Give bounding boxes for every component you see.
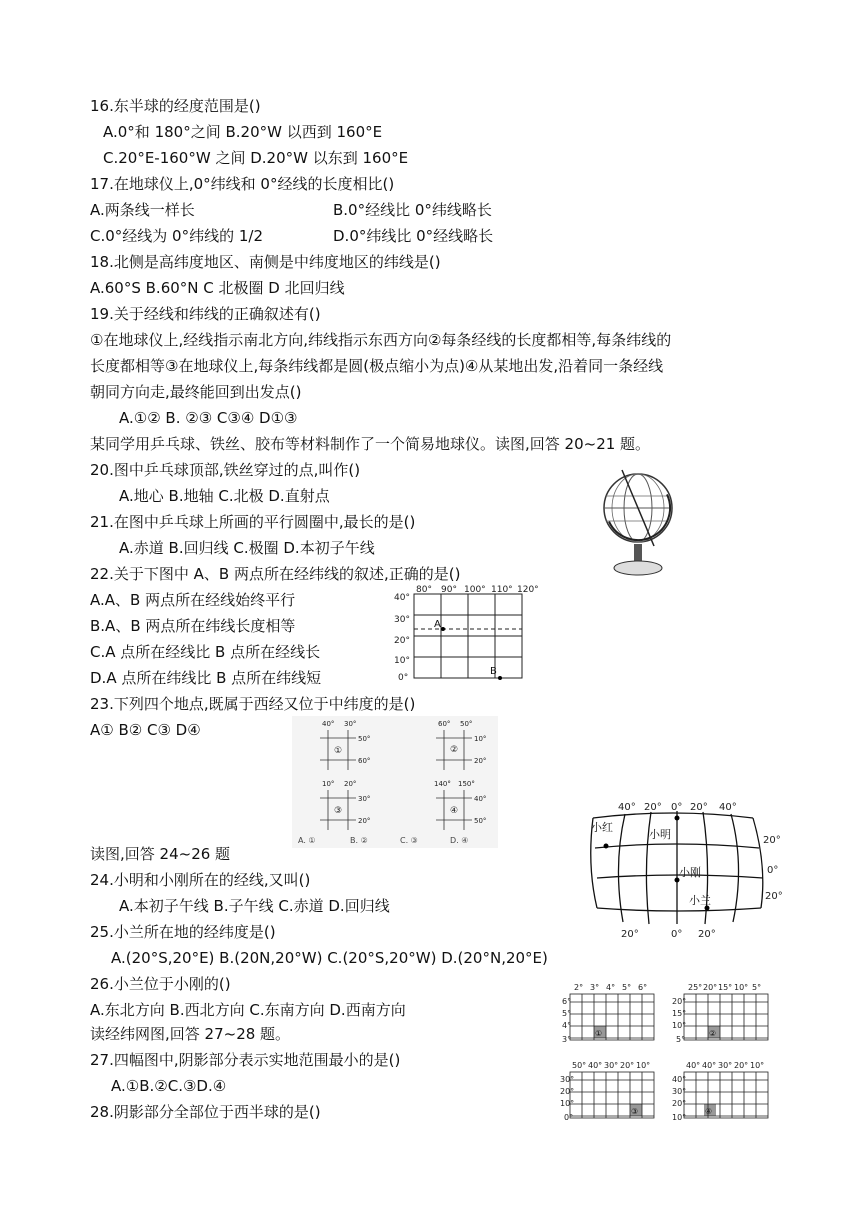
q23-fig-opt-d: D. ④ [450,836,469,845]
q23-g3-mark: ③ [334,806,343,816]
q22-left-label-0: 0° [398,673,409,682]
q27-g4-left-1: 30° [672,1087,687,1096]
q27-g1-top-1: 3° [590,983,600,992]
q24-bottom-20e: 20° [698,929,716,940]
q27-g3-left-2: 10° [560,1099,575,1108]
q20-options: A.地心 B.地轴 C.北极 D.直射点 [119,487,330,505]
q17-option-c: C.0°经线为 0°纬线的 1/2 [90,227,264,245]
q18-stem: 18.北侧是高纬度地区、南侧是中纬度地区的纬线是() [90,253,441,271]
q19-stem: 19.关于经线和纬线的正确叙述有() [90,305,321,323]
q23-g2-top1: 60° [438,720,451,728]
q27-g1-left-0: 6° [562,997,572,1006]
q27-g4-left-0: 40° [672,1075,687,1084]
q23-g2-mark: ② [450,745,459,755]
q25-stem: 25.小兰所在地的经纬度是() [90,923,276,941]
q23-stem: 23.下列四个地点,既属于西经又位于中纬度的是() [90,695,416,713]
q27-g2-top-0: 25° [688,983,703,992]
q27-g1-mark: ① [595,1029,603,1038]
q24-right-0: 0° [767,865,779,876]
q19-options: A.①② B. ②③ C③④ D①③ [119,409,298,427]
q27-g1-left-2: 4° [562,1021,572,1030]
q24-map-figure [583,796,783,940]
q21-options: A.赤道 B.回归线 C.极圈 D.本初子午线 [119,539,375,557]
q17-option-d: D.0°纬线比 0°经线略长 [333,227,494,245]
q16-options-cd: C.20°E-160°W 之间 D.20°W 以东到 160°E [103,149,409,167]
q27-g3-top-1: 40° [588,1061,603,1070]
q17-option-b: B.0°经线比 0°纬线略长 [333,201,492,219]
q23-g2-right2: 20° [474,757,487,765]
q22-left-label-10: 10° [394,656,410,666]
q24-top-40w: 40° [618,802,636,813]
q23-g3-right2: 20° [358,817,371,825]
q22-top-label-110: 110° [491,585,513,595]
q19-line-3: 朝同方向走,最终能回到出发点() [90,383,302,401]
q27-g1-top-4: 6° [638,983,648,992]
q27-g4-top-3: 20° [734,1061,749,1070]
q24-label-xiaoming: 小明 [649,828,671,841]
q23-g3-right1: 30° [358,795,371,803]
q27-g2-left-1: 15° [672,1009,687,1018]
q22-top-label-90: 90° [441,585,457,595]
q27-g2-top-3: 10° [734,983,749,992]
q27-g2-left-2: 10° [672,1021,687,1030]
q24-label-xiaohong: 小红 [591,821,613,834]
q24-point-xiaoming [675,816,680,821]
q23-grids-figure [292,716,498,848]
q27-g3-left-1: 20° [560,1087,575,1096]
q23-g2-right1: 10° [474,735,487,743]
q16-options-ab: A.0°和 180°之间 B.20°W 以西到 160°E [103,123,383,141]
q23-g3-top2: 20° [344,780,357,788]
q17-stem: 17.在地球仪上,0°纬线和 0°经线的长度相比() [90,175,395,193]
intro-20-21: 某同学用乒乓球、铁丝、胶布等材料制作了一个简易地球仪。读图,回答 20~21 题。 [90,435,651,453]
q24-right-20n: 20° [763,835,781,846]
q22-left-label-30: 30° [394,615,410,625]
q23-g1-top2: 30° [344,720,357,728]
q24-bottom-20w: 20° [621,929,639,940]
q23-g4-top2: 150° [458,780,475,788]
q28-stem: 28.阴影部分全部位于西半球的是() [90,1103,321,1121]
q22-top-label-100: 100° [464,585,486,595]
q24-top-20w: 20° [644,802,662,813]
q24-top-20e: 20° [690,802,708,813]
globe-figure [596,466,680,580]
q26-options: A.东北方向 B.西北方向 C.东南方向 D.西南方向 [90,1001,406,1019]
q27-g2-top-1: 20° [703,983,718,992]
q27-g4-mark: ④ [705,1107,713,1116]
q17-option-a: A.两条线一样长 [90,201,195,219]
q27-g1-top-3: 5° [622,983,632,992]
q27-g1-top-0: 2° [574,983,584,992]
q27-g2-top-4: 5° [752,983,762,992]
q27-g3-top-3: 20° [620,1061,635,1070]
q23-g4-mark: ④ [450,806,459,816]
q27-g1-left-3: 3° [562,1035,572,1044]
q27-grids-figure [560,980,770,1126]
q23-g1-top1: 40° [322,720,335,728]
q27-g3-mark: ③ [631,1107,639,1116]
q27-stem: 27.四幅图中,阴影部分表示实地范围最小的是() [90,1051,401,1069]
q23-g1-mark: ① [334,746,343,756]
q24-point-xiaohong [604,844,609,849]
q23-g1-right1: 50° [358,735,371,743]
q16-stem: 16.东半球的经度范围是() [90,97,261,115]
q27-g4-top-1: 40° [702,1061,717,1070]
q24-top-0: 0° [671,802,683,813]
q22-left-label-40: 40° [394,593,410,603]
intro-24-26: 读图,回答 24~26 题 [90,845,231,863]
q21-stem: 21.在图中乒乓球上所画的平行圆圈中,最长的是() [90,513,416,531]
q24-label-xiaogang: 小刚 [679,866,701,879]
q24-right-20s: 20° [765,891,783,902]
q19-line-1: ①在地球仪上,经线指示南北方向,纬线指示东西方向②每条经线的长度都相等,每条纬线的 [90,331,672,349]
q24-options: A.本初子午线 B.子午线 C.赤道 D.回归线 [119,897,390,915]
q27-g4-left-3: 10° [672,1113,687,1122]
q27-g3-left-3: 0° [564,1113,574,1122]
q23-fig-opt-b: B. ② [350,836,368,845]
q23-fig-opt-a: A. ① [298,836,316,845]
q27-g1-top-2: 4° [606,983,616,992]
q23-fig-opt-c: C. ③ [400,836,418,845]
intro-27-28: 读经纬网图,回答 27~28 题。 [90,1025,291,1043]
q22-left-label-20: 20° [394,636,410,646]
q26-stem: 26.小兰位于小刚的() [90,975,231,993]
q23-g1-right2: 60° [358,757,371,765]
q27-g1-left-1: 5° [562,1009,572,1018]
q27-g4-top-2: 30° [718,1061,733,1070]
q22-option-d: D.A 点所在纬线比 B 点所在纬线短 [90,669,322,687]
q23-g4-top1: 140° [434,780,451,788]
q27-g3-top-0: 50° [572,1061,587,1070]
q22-option-b: B.A、B 两点所在纬线长度相等 [90,617,296,635]
q27-g4-top-4: 10° [750,1061,765,1070]
q27-g4-left-2: 20° [672,1099,687,1108]
q18-options: A.60°S B.60°N C 北极圈 D 北回归线 [90,279,345,297]
q22-top-label-80: 80° [416,585,432,595]
q22-stem: 22.关于下图中 A、B 两点所在经纬线的叙述,正确的是() [90,565,461,583]
q24-top-40e: 40° [719,802,737,813]
q22-grid-figure [392,582,550,682]
q22-point-b [498,676,502,680]
q22-point-b-label: B [490,666,497,677]
q27-g2-mark: ② [709,1029,717,1038]
q24-stem: 24.小明和小刚所在的经线,又叫() [90,871,311,889]
q27-g3-top-2: 30° [604,1061,619,1070]
q19-line-2: 长度都相等③在地球仪上,每条纬线都是圆(极点缩小为点)④从某地出发,沿着同一条经线 [90,357,664,375]
q27-g2-left-0: 20° [672,997,687,1006]
q23-g4-right1: 40° [474,795,487,803]
q23-g4-right2: 50° [474,817,487,825]
q24-bottom-0: 0° [671,929,683,940]
q27-options: A.①B.②C.③D.④ [111,1077,227,1095]
q22-option-a: A.A、B 两点所在经线始终平行 [90,591,296,609]
q27-g2-left-3: 5° [676,1035,686,1044]
q27-g3-left-0: 30° [560,1075,575,1084]
q20-stem: 20.图中乒乓球顶部,铁丝穿过的点,叫作() [90,461,361,479]
q22-option-c: C.A 点所在经线比 B 点所在经线长 [90,643,321,661]
q24-label-xiaolan: 小兰 [689,894,711,907]
q27-g3-top-4: 10° [636,1061,651,1070]
q22-point-a [441,627,445,631]
q27-g2-top-2: 15° [718,983,733,992]
q27-g4-top-0: 40° [686,1061,701,1070]
q23-options: A① B② C③ D④ [90,721,201,739]
q25-options: A.(20°S,20°E) B.(20N,20°W) C.(20°S,20°W) D.(20°N,20°E) [111,949,548,967]
q23-g3-top1: 10° [322,780,335,788]
q23-g2-top2: 50° [460,720,473,728]
q22-top-label-120: 120° [517,585,539,595]
q22-point-a-label: A [434,619,441,630]
